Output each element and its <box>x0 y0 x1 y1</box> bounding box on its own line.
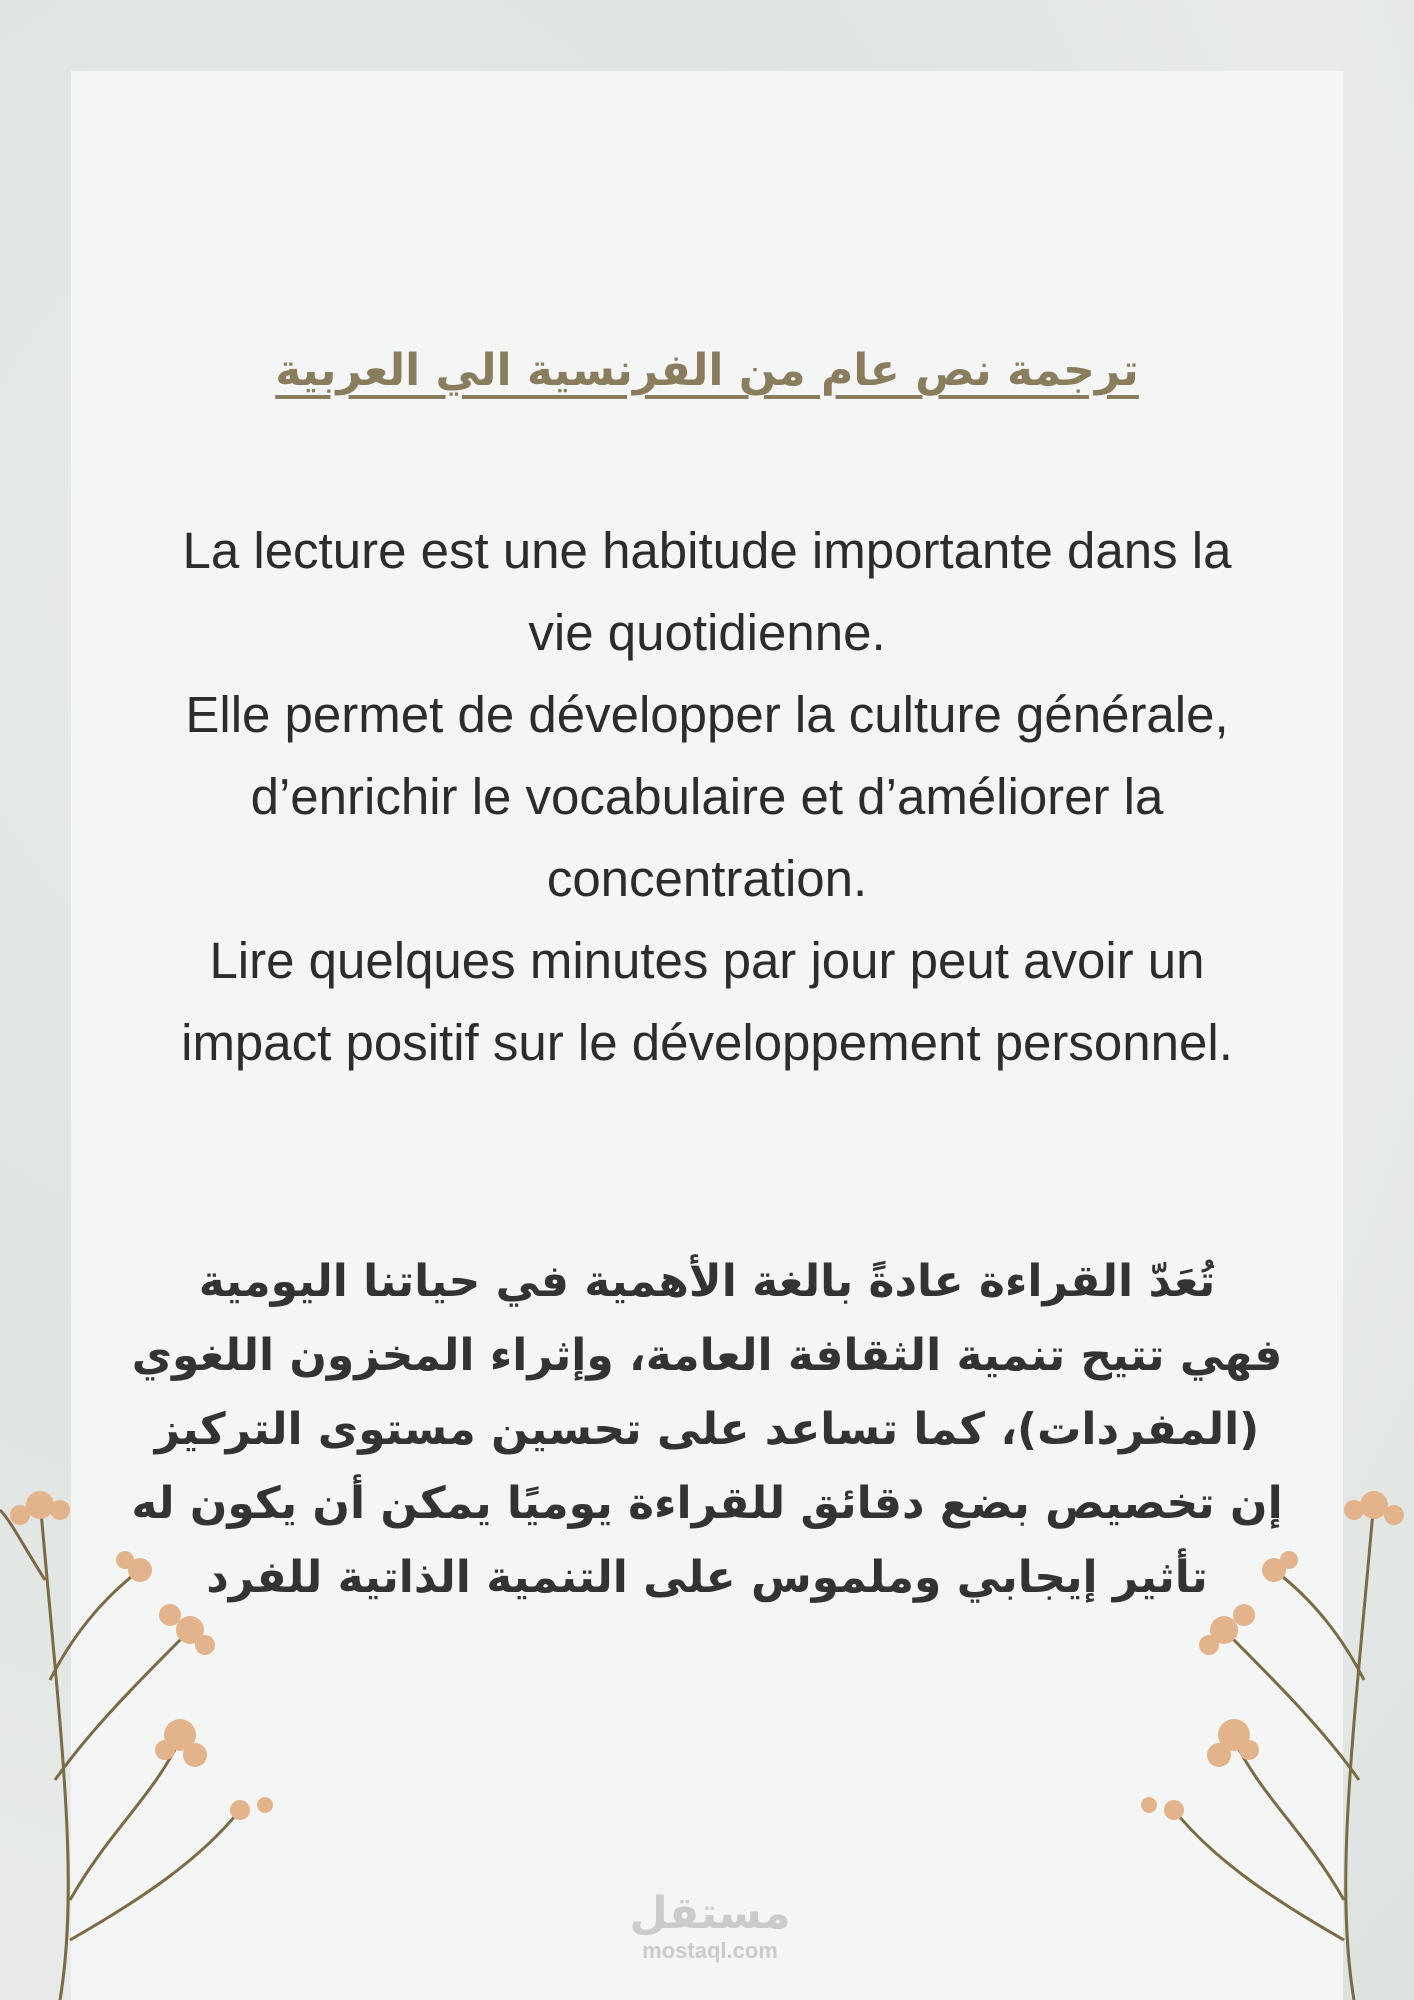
french-line: Lire quelques minutes par jour peut avoir un <box>209 932 1205 989</box>
arabic-line: (المفردات)، كما تساعد على تحسين مستوى التركيز <box>154 1404 1260 1455</box>
watermark <box>620 1890 800 1964</box>
french-line: Elle permet de développer la culture générale, <box>185 686 1229 743</box>
left-flower-illustration <box>0 1480 300 2000</box>
arabic-line: إن تخصيص بضع دقائق للقراءة يوميًا يمكن أن يكون له <box>131 1478 1283 1529</box>
french-line: d’enrichir le vocabulaire et d’améliorer la <box>250 768 1164 825</box>
watermark-url: mostaql.com <box>642 1938 778 1963</box>
arabic-line: فهي تتيح تنمية الثقافة العامة، وإثراء المخزون اللغوي <box>131 1330 1283 1381</box>
arabic-line: تُعَدّ القراءة عادةً بالغة الأهمية في حياتنا اليومية <box>198 1256 1216 1307</box>
french-text <box>0 510 1414 1084</box>
french-line: concentration. <box>546 850 868 907</box>
watermark-logo: مستقل <box>629 1888 791 1939</box>
french-line: vie quotidienne. <box>528 604 886 661</box>
french-line: impact positif sur le développement personnel. <box>181 1014 1233 1071</box>
french-line: La lecture est une habitude importante dans la <box>182 522 1232 579</box>
right-flower-illustration <box>1114 1480 1414 2000</box>
document-title: ترجمة نص عام من الفرنسية الي العربية <box>275 345 1139 396</box>
arabic-line: تأثير إيجابي وملموس على التنمية الذاتية للفرد <box>206 1552 1208 1603</box>
